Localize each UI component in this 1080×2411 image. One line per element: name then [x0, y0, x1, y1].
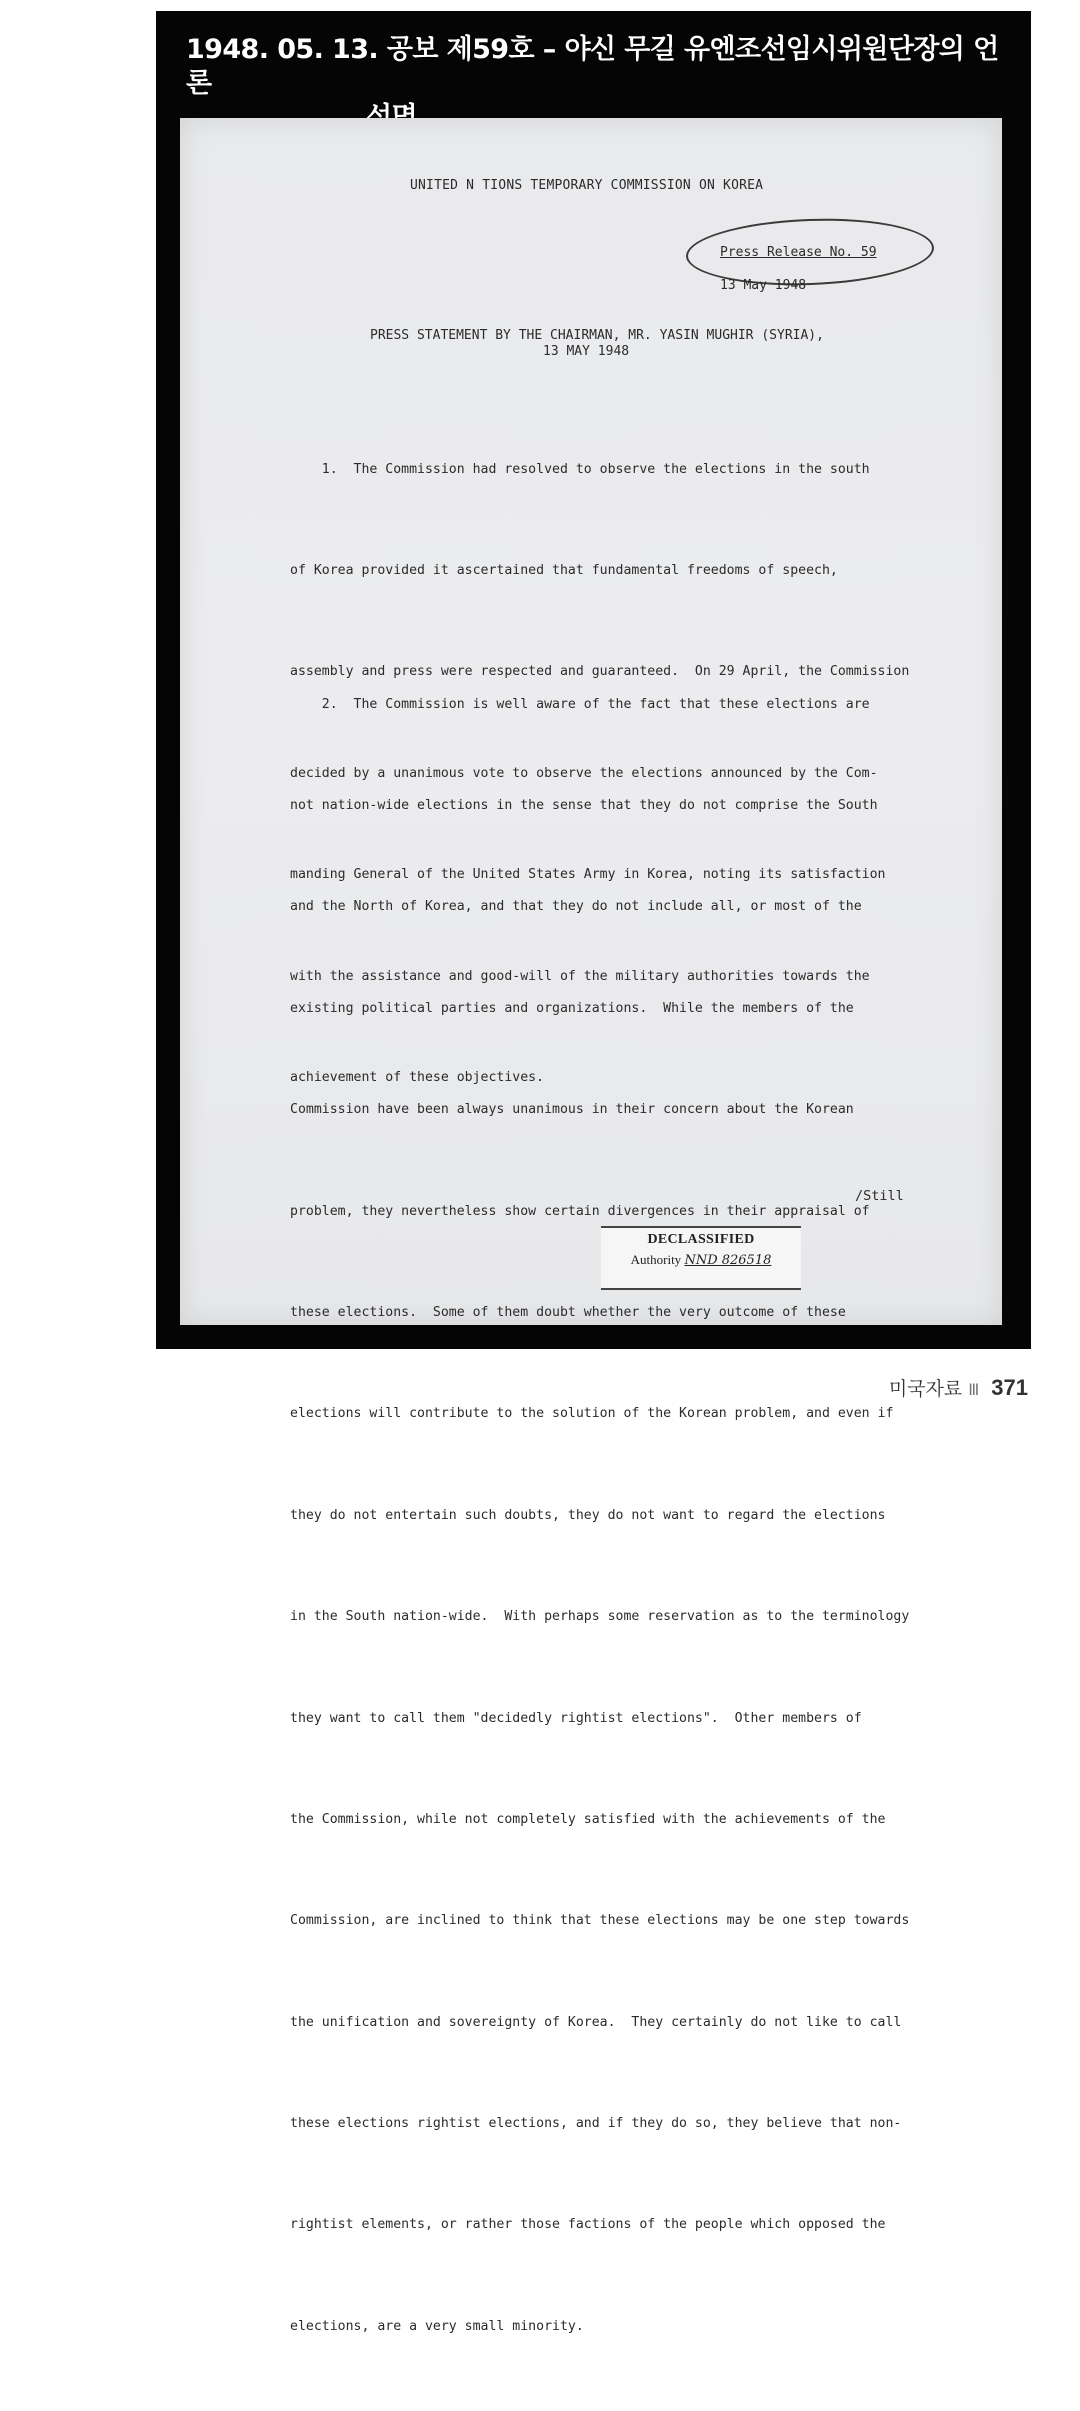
text-line: rightist elements, or rather those factions of the people which opposed the: [290, 2217, 886, 2233]
statement-title-line1: PRESS STATEMENT BY THE CHAIRMAN, MR. YASIN MUGHIR (SYRIA),: [370, 328, 824, 343]
press-release-number: Press Release No. 59: [720, 245, 877, 260]
document-header: UNITED N TIONS TEMPORARY COMMISSION ON KOREA: [410, 178, 764, 193]
text-line: Commission, are inclined to think that these elections may be one step towards: [290, 1913, 910, 1929]
paragraph-2: [290, 620, 909, 2411]
text-line: with the assistance and good-will of the military authorities towards the: [290, 968, 870, 984]
text-line: elections will contribute to the solution of the Korean problem, and even if: [290, 1406, 894, 1422]
statement-title-line2: 13 MAY 1948: [543, 344, 630, 359]
page-title-line1: 1948. 05. 13. 공보 제59호 – 야신 무길 유엔조선임시위원단장의 언론: [186, 34, 999, 99]
text-line: the Commission, while not completely satisfied with the achievements of the: [290, 1811, 886, 1827]
continuation-marker: /Still: [855, 1188, 904, 1204]
text-line: the unification and sovereignty of Korea. They certainly do not like to call: [290, 2014, 902, 2030]
text-line: manding General of the United States Army in Korea, noting its satisfaction: [290, 867, 886, 883]
text-line: Commission have been always unanimous in their concern about the Korean: [290, 1102, 854, 1118]
stamp-title: DECLASSIFIED: [647, 1232, 755, 1247]
text-line: in the South nation-wide. With perhaps some reservation as to the terminology: [290, 1609, 910, 1625]
text-line: these elections rightist elections, and if they do so, they believe that non-: [290, 2116, 902, 2132]
text-line: elections, are a very small minority.: [290, 2318, 584, 2334]
text-line: and the North of Korea, and that they do not include all, or most of the: [290, 899, 862, 915]
text-line: 2. The Commission is well aware of the fact that these elections are: [290, 696, 870, 712]
stamp-authority: [601, 1252, 801, 1268]
text-line: 1. The Commission had resolved to observe the elections in the south: [290, 461, 870, 477]
text-line: assembly and press were respected and guaranteed. On 29 April, the Commission: [290, 664, 910, 680]
text-line: they do not entertain such doubts, they do not want to regard the elections: [290, 1507, 886, 1523]
text-line: not nation-wide elections in the sense that they do not comprise the South: [290, 797, 878, 813]
text-line: problem, they nevertheless show certain divergences in their appraisal of: [290, 1203, 870, 1219]
declassified-stamp: [601, 1226, 801, 1290]
text-line: decided by a unanimous vote to observe the elections announced by the Com-: [290, 765, 878, 781]
stamp-authority-label: Authority: [630, 1252, 682, 1267]
footer-section: 미국자료: [888, 1379, 963, 1400]
stamp-authority-value: NND 826518: [684, 1253, 772, 1268]
text-line: they want to call them "decidedly rightist elections". Other members of: [290, 1710, 862, 1726]
release-date: 13 May 1948: [720, 278, 807, 293]
footer-separator: Ⅲ: [968, 1382, 980, 1399]
page-footer: [889, 1374, 1028, 1401]
text-line: these elections. Some of them doubt whether the very outcome of these: [290, 1304, 846, 1320]
text-line: of Korea provided it ascertained that fundamental freedoms of speech,: [290, 562, 838, 578]
text-line: achievement of these objectives.: [290, 1069, 545, 1085]
text-line: existing political parties and organizations. While the members of the: [290, 1000, 854, 1016]
page-number: 371: [991, 1375, 1028, 1400]
